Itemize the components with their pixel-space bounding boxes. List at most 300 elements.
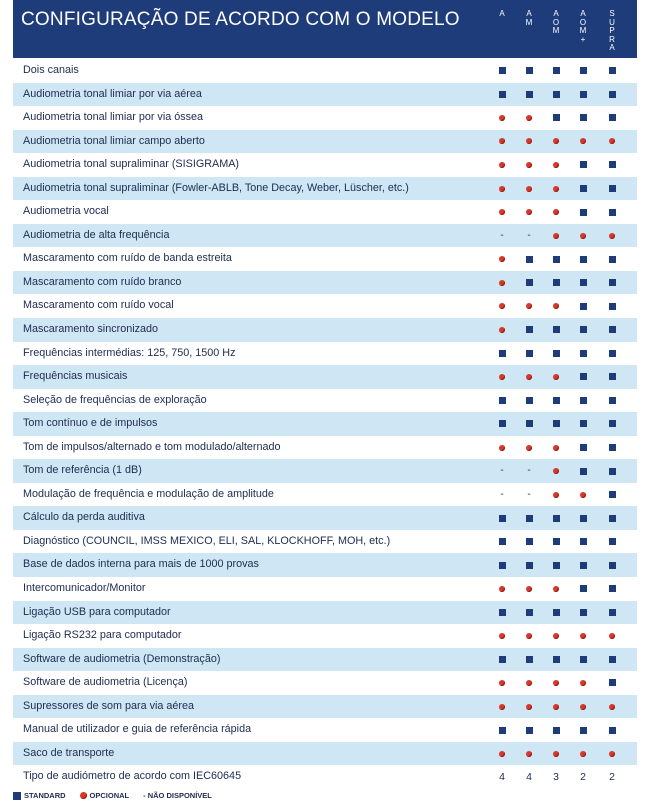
table-row [13,59,637,83]
row-label: Mascaramento com ruído branco [23,275,182,288]
standard-square-icon [553,256,560,263]
row-label: Mascaramento com ruído de banda estreita [23,252,232,265]
optional-dot-icon [553,233,559,239]
optional-dot-icon [526,303,532,309]
table-row [13,318,637,342]
optional-dot-icon [580,492,586,498]
optional-dot-icon [499,445,505,451]
standard-cell [599,483,625,507]
optional-dot-icon [499,633,505,639]
standard-square-icon [609,256,616,263]
table-row [13,695,637,719]
optional-cell [489,365,515,389]
optional-cell [570,624,596,648]
iec-type-cell [599,765,625,789]
iec-type-cell [516,765,542,789]
standard-cell [599,553,625,577]
standard-cell [543,648,569,672]
standard-cell [516,342,542,366]
standard-cell [599,177,625,201]
optional-dot-icon [526,751,532,757]
optional-dot-icon [499,138,505,144]
legend-optional [80,791,130,800]
standard-square-icon [526,91,533,98]
optional-dot-icon [499,209,505,215]
optional-dot-icon [526,633,532,639]
standard-cell [599,436,625,460]
optional-cell [543,200,569,224]
standard-cell [570,718,596,742]
optional-dot-icon [553,138,559,144]
standard-square-icon [609,114,616,121]
standard-cell [516,648,542,672]
standard-square-icon [553,114,560,121]
standard-square-icon [609,515,616,522]
optional-dot-icon [580,233,586,239]
standard-square-icon [609,656,616,663]
standard-square-icon [526,609,533,616]
optional-dot-icon [553,162,559,168]
feature-table [13,59,637,789]
iec-type-value: 2 [609,771,615,784]
optional-cell [543,459,569,483]
optional-dot-icon [553,445,559,451]
optional-dot-icon [499,327,505,333]
row-label: Audiometria tonal supraliminar (Fowler-ABLB, Tone Decay, Weber, Lüscher, etc.) [23,181,409,194]
table-row [13,577,637,601]
standard-cell [599,271,625,295]
table-row [13,342,637,366]
optional-cell [543,483,569,507]
row-label: Audiometria tonal supraliminar (SISIGRAMA) [23,158,240,171]
standard-square-icon [526,562,533,569]
standard-square-icon [526,727,533,734]
standard-cell [489,718,515,742]
row-label: Intercomunicador/Monitor [23,582,146,595]
standard-square-icon [580,256,587,263]
standard-square-icon [609,397,616,404]
table-row [13,765,637,789]
standard-square-icon [609,303,616,310]
standard-cell [489,506,515,530]
standard-square-icon [526,656,533,663]
table-row [13,412,637,436]
table-row [13,530,637,554]
optional-cell [489,695,515,719]
standard-cell [599,601,625,625]
standard-square-icon [580,420,587,427]
standard-cell [570,506,596,530]
optional-dot-icon [580,633,586,639]
optional-dot-icon [80,792,87,799]
standard-square-icon [609,562,616,569]
standard-square-icon [526,326,533,333]
not-available-cell [516,459,542,483]
row-label: Cálculo da perda auditiva [23,511,145,524]
standard-cell [489,342,515,366]
optional-cell [599,224,625,248]
standard-cell [570,436,596,460]
optional-dot-icon [609,704,615,710]
optional-dot-icon [580,138,586,144]
row-label: Audiometria de alta frequência [23,228,170,241]
standard-cell [570,412,596,436]
optional-cell [489,153,515,177]
standard-square-icon [580,727,587,734]
standard-cell [570,648,596,672]
optional-dot-icon [526,704,532,710]
optional-dot-icon [526,445,532,451]
standard-square-icon [553,727,560,734]
standard-cell [599,365,625,389]
standard-square-icon [13,792,21,800]
legend-standard [13,791,66,800]
optional-cell [516,177,542,201]
row-label: Tipo de audiómetro de acordo com IEC60645 [23,770,242,783]
standard-square-icon [499,420,506,427]
standard-cell [599,83,625,107]
not-available-cell [489,459,515,483]
not-available-mark: - [527,488,531,500]
standard-cell [543,318,569,342]
not-available-mark: - [500,229,504,241]
standard-square-icon [553,91,560,98]
standard-square-icon [580,279,587,286]
standard-square-icon [553,515,560,522]
standard-square-icon [609,491,616,498]
table-row [13,271,637,295]
optional-cell [599,695,625,719]
standard-square-icon [526,420,533,427]
standard-square-icon [609,679,616,686]
column-header-a: A [499,9,505,18]
optional-dot-icon [499,374,505,380]
standard-square-icon [526,256,533,263]
row-label: Tom de impulsos/alternado e tom modulado/alternado [23,440,281,453]
standard-square-icon [609,185,616,192]
standard-square-icon [526,538,533,545]
standard-cell [599,718,625,742]
standard-cell [543,342,569,366]
standard-square-icon [609,279,616,286]
iec-type-cell [543,765,569,789]
table-header [13,0,637,58]
standard-cell [516,247,542,271]
iec-type-cell [570,765,596,789]
optional-cell [489,200,515,224]
standard-square-icon [526,515,533,522]
optional-cell [516,200,542,224]
optional-dot-icon [499,162,505,168]
optional-dot-icon [609,751,615,757]
row-label: Audiometria tonal limiar campo aberto [23,134,205,147]
optional-cell [543,671,569,695]
optional-cell [489,294,515,318]
standard-cell [543,553,569,577]
standard-square-icon [553,609,560,616]
standard-cell [570,271,596,295]
optional-cell [489,271,515,295]
standard-cell [489,648,515,672]
standard-cell [599,247,625,271]
optional-dot-icon [553,751,559,757]
standard-square-icon [580,515,587,522]
optional-cell [570,483,596,507]
standard-cell [570,294,596,318]
standard-square-icon [499,727,506,734]
table-row [13,106,637,130]
standard-cell [570,553,596,577]
standard-square-icon [580,656,587,663]
standard-square-icon [499,515,506,522]
standard-cell [516,553,542,577]
legend-optional-label: OPCIONAL [89,791,130,800]
standard-cell [570,177,596,201]
standard-square-icon [553,279,560,286]
optional-cell [516,365,542,389]
optional-dot-icon [553,633,559,639]
optional-dot-icon [499,704,505,710]
standard-square-icon [580,91,587,98]
row-label: Software de audiometria (Licença) [23,676,188,689]
standard-square-icon [609,468,616,475]
standard-cell [516,271,542,295]
optional-cell [489,318,515,342]
standard-cell [489,83,515,107]
optional-cell [543,695,569,719]
standard-square-icon [499,397,506,404]
optional-dot-icon [499,186,505,192]
standard-square-icon [609,727,616,734]
optional-cell [543,742,569,766]
optional-dot-icon [553,303,559,309]
legend-not-available [143,791,212,800]
page-title: CONFIGURAÇÃO DE ACORDO COM O MODELO [21,9,460,30]
standard-square-icon [553,326,560,333]
standard-square-icon [526,67,533,74]
standard-cell [599,153,625,177]
standard-cell [543,59,569,83]
standard-square-icon [609,373,616,380]
standard-square-icon [580,350,587,357]
optional-dot-icon [609,633,615,639]
table-row [13,224,637,248]
optional-dot-icon [499,680,505,686]
standard-cell [543,506,569,530]
standard-cell [599,530,625,554]
row-label: Diagnóstico (COUNCIL, IMSS MEXICO, ELI, SAL, KLOCKHOFF, MOH, etc.) [23,534,391,547]
standard-square-icon [499,656,506,663]
optional-cell [543,224,569,248]
standard-square-icon [580,373,587,380]
optional-dot-icon [553,186,559,192]
not-available-mark: - [500,465,504,477]
standard-cell [599,389,625,413]
standard-square-icon [499,67,506,74]
optional-dot-icon [609,233,615,239]
standard-cell [599,318,625,342]
iec-type-value: 2 [580,771,586,784]
standard-cell [489,530,515,554]
standard-cell [570,601,596,625]
optional-dot-icon [499,280,505,286]
table-row [13,553,637,577]
standard-cell [543,271,569,295]
row-label: Ligação RS232 para computador [23,629,182,642]
standard-square-icon [553,397,560,404]
standard-square-icon [580,444,587,451]
table-row [13,718,637,742]
standard-square-icon [580,185,587,192]
optional-cell [543,436,569,460]
row-label: Dois canais [23,64,79,76]
standard-cell [489,601,515,625]
optional-dot-icon [526,186,532,192]
optional-cell [516,577,542,601]
standard-square-icon [553,420,560,427]
optional-dot-icon [553,586,559,592]
standard-cell [543,601,569,625]
standard-cell [570,153,596,177]
standard-cell [489,389,515,413]
standard-square-icon [580,114,587,121]
table-row [13,506,637,530]
optional-dot-icon [499,303,505,309]
row-label: Manual de utilizador e guia de referência rápida [23,723,252,736]
table-row [13,153,637,177]
standard-cell [599,459,625,483]
standard-cell [516,506,542,530]
not-available-cell [489,224,515,248]
optional-cell [489,436,515,460]
optional-dot-icon [580,680,586,686]
standard-square-icon [580,161,587,168]
optional-cell [599,130,625,154]
standard-square-icon [580,397,587,404]
standard-square-icon [609,91,616,98]
standard-cell [543,718,569,742]
table-row [13,624,637,648]
not-available-mark: - [527,229,531,241]
standard-cell [599,577,625,601]
table-row [13,459,637,483]
row-label: Saco de transporte [23,746,115,759]
standard-cell [570,59,596,83]
row-label: Ligação USB para computador [23,605,171,618]
legend-not-available-label: - NÃO DISPONÍVEL [143,791,212,800]
table-row [13,200,637,224]
table-row [13,365,637,389]
row-label: Base de dados interna para mais de 1000 provas [23,558,259,571]
legend-standard-label: STANDARD [24,791,66,800]
standard-square-icon [553,350,560,357]
standard-cell [599,200,625,224]
optional-dot-icon [553,704,559,710]
row-label: Mascaramento sincronizado [23,323,159,336]
standard-square-icon [609,209,616,216]
optional-cell [489,247,515,271]
standard-square-icon [609,161,616,168]
optional-cell [543,130,569,154]
column-header-supra: S U P R A [609,9,615,52]
optional-cell [489,624,515,648]
optional-dot-icon [526,586,532,592]
table-row [13,83,637,107]
optional-cell [489,577,515,601]
standard-square-icon [580,468,587,475]
standard-cell [543,247,569,271]
standard-cell [516,718,542,742]
not-available-cell [516,224,542,248]
optional-cell [489,671,515,695]
standard-cell [489,553,515,577]
standard-square-icon [499,562,506,569]
optional-cell [543,153,569,177]
optional-cell [570,695,596,719]
standard-cell [599,648,625,672]
row-label: Tom de referência (1 dB) [23,464,142,477]
standard-square-icon [609,609,616,616]
optional-cell [489,106,515,130]
table-row [13,130,637,154]
iec-type-value: 4 [499,771,505,784]
standard-square-icon [553,656,560,663]
standard-square-icon [499,609,506,616]
standard-square-icon [609,585,616,592]
optional-dot-icon [526,374,532,380]
standard-square-icon [499,350,506,357]
optional-dot-icon [553,492,559,498]
standard-square-icon [580,609,587,616]
standard-square-icon [580,303,587,310]
table-row [13,436,637,460]
standard-square-icon [553,538,560,545]
standard-cell [570,83,596,107]
standard-square-icon [609,444,616,451]
optional-cell [516,153,542,177]
standard-cell [543,530,569,554]
standard-square-icon [580,326,587,333]
standard-square-icon [526,350,533,357]
standard-square-icon [609,326,616,333]
row-label: Frequências intermédias: 125, 750, 1500 Hz [23,346,236,359]
optional-cell [516,742,542,766]
standard-square-icon [580,67,587,74]
column-header-aom: A O M [552,9,560,35]
optional-dot-icon [526,209,532,215]
table-row [13,742,637,766]
standard-cell [599,671,625,695]
optional-dot-icon [553,374,559,380]
standard-cell [570,318,596,342]
standard-cell [543,106,569,130]
optional-dot-icon [553,468,559,474]
optional-cell [570,130,596,154]
row-label: Tom contínuo e de impulsos [23,417,158,430]
optional-cell [570,224,596,248]
optional-dot-icon [499,586,505,592]
optional-cell [489,742,515,766]
optional-cell [570,671,596,695]
row-label: Mascaramento com ruído vocal [23,299,174,312]
optional-dot-icon [580,704,586,710]
optional-dot-icon [499,751,505,757]
standard-cell [599,506,625,530]
standard-cell [516,601,542,625]
table-row [13,177,637,201]
iec-type-value: 3 [553,771,559,784]
standard-cell [516,412,542,436]
